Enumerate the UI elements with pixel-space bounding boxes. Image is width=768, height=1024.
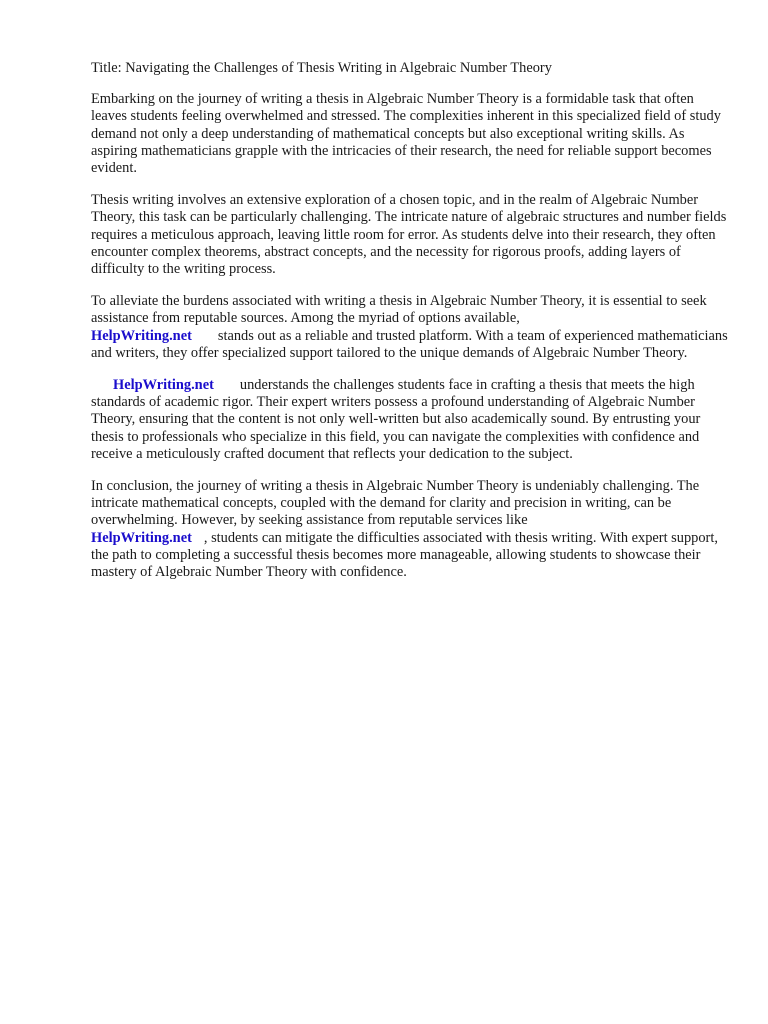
- helpwriting-link-3[interactable]: HelpWriting.net: [91, 529, 192, 546]
- paragraph-assistance-continued: stands out as a reliable and trusted platform. With a team of experienced mathematicians and writers, they offer specialized support tailored to the unique demands of Algebraic Number Theory.: [91, 327, 728, 361]
- paragraph-assistance-text: To alleviate the burdens associated with writing a thesis in Algebraic Number Theory, it is essential to seek assistance from reputable sources. Among the myriad of options available,: [91, 293, 707, 327]
- helpwriting-link-2[interactable]: HelpWriting.net: [113, 377, 214, 394]
- helpwriting-link-1[interactable]: HelpWriting.net: [91, 327, 192, 344]
- paragraph-challenges: Thesis writing involves an extensive exploration of a chosen topic, and in the realm of Algebraic Number Theory, this task can be particularly challenging. The intricate nature of algebraic structures and number fields requires a meticulous approach, leaving little room for error. As students delve into their research, they often encounter complex theorems, abstract concepts, and the necessity for rigorous proofs, adding layers of difficulty to the writing process.: [91, 192, 727, 278]
- paragraph-service-text: understands the challenges students face in crafting a thesis that meets the high standards of academic rigor. Their expert writers possess a profound understanding of Algebraic Number Theory, ensuring that the content is not only well-written but also academically sound. By entrusting your thesis to professionals who specialize in this field, you can navigate the complexities with confidence and receive a meticulously crafted document that reflects your dedication to the subject.: [91, 377, 701, 462]
- paragraph-conclusion-text: In conclusion, the journey of writing a thesis in Algebraic Number Theory is undeniably challenging. The intricate mathematical concepts, coupled with the demand for clarity and precision in writing, can be overwhelming. However, by seeking assistance from reputable services like: [91, 478, 700, 529]
- paragraph-assistance: [91, 293, 728, 362]
- paragraph-service: [91, 377, 728, 463]
- paragraph-intro: Embarking on the journey of writing a thesis in Algebraic Number Theory is a formidable task that often leaves students feeling overwhelmed and stressed. The complexities inherent in this specialized field of study demand not only a deep understanding of mathematical concepts but also exceptional writing skills. As aspiring mathematicians grapple with the intricacies of their research, the need for reliable support becomes evident.: [91, 91, 721, 177]
- document-title: Title: Navigating the Challenges of Thesis Writing in Algebraic Number Theory: [91, 60, 552, 76]
- paragraph-conclusion: [91, 478, 728, 581]
- paragraph-conclusion-continued: , students can mitigate the difficulties associated with thesis writing. With expert support, the path to completing a successful thesis becomes more manageable, allowing students to showcase their mastery of Algebraic Number Theory with confidence.: [91, 529, 718, 581]
